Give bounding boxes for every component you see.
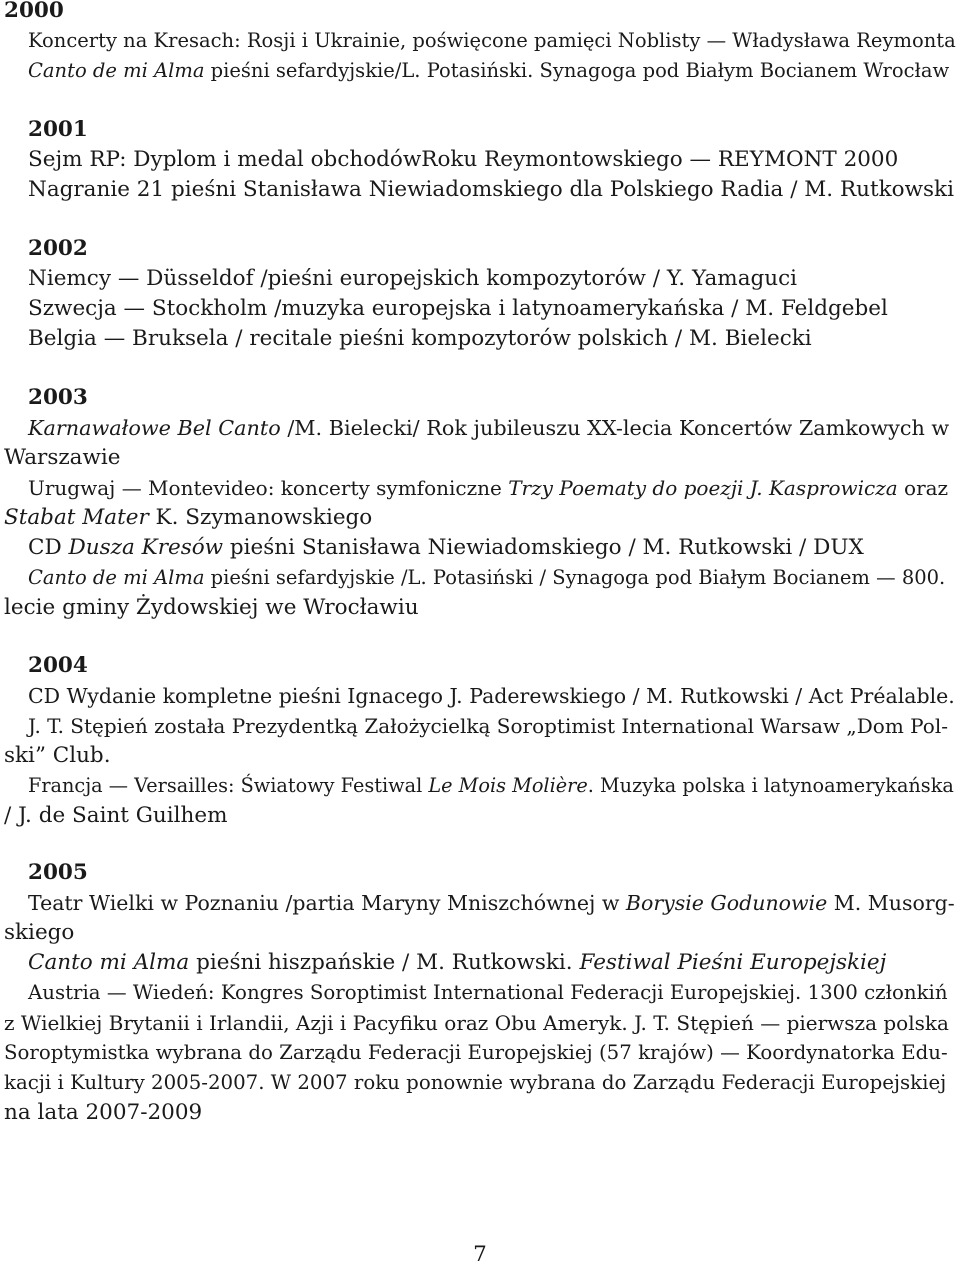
entry-line: Teatr Wielki w Poznaniu /partia Maryny Mniszchównej w Borysie Godunowie M. Musorg- [28, 891, 955, 915]
year-heading-2003: 2003 [28, 385, 88, 410]
entry-line: Szwecja — Stockholm /muzyka europejska i latynoamerykańska / M. Feldgebel [28, 296, 888, 321]
entry-line: Belgia — Bruksela / recitale pieśni kompozytorów polskich / M. Bielecki [28, 326, 812, 351]
entry-line: Canto de mi Alma pieśni sefardyjskie/L. Potasiński. Synagoga pod Białym Bocianem Wrocław [28, 59, 950, 82]
entry-line: Niemcy — Düsseldof /pieśni europejskich kompozytorów / Y. Yamaguci [28, 266, 798, 291]
entry-line: kacji i Kultury 2005-2007. W 2007 roku ponownie wybrana do Zarządu Federacji Europejskiej [4, 1071, 947, 1094]
entry-line: Koncerty na Kresach: Rosji i Ukrainie, poświęcone pamięci Noblisty — Władysława Reymonta [28, 29, 956, 52]
page-number: 7 [473, 1242, 487, 1267]
entry-line: Urugwaj — Montevideo: koncerty symfoniczne Trzy Poematy do poezji J. Kasprowicza oraz [28, 476, 949, 500]
entry-line: Nagranie 21 pieśni Stanisława Niewiadomskiego dla Polskiego Radia / M. Rutkowski [28, 177, 954, 202]
entry-line: Soroptymistka wybrana do Zarządu Federacji Europejskiej (57 krajów) — Koordynatorka Edu- [4, 1041, 948, 1064]
entry-line: CD Wydanie kompletne pieśni Ignacego J. Paderewskiego / M. Rutkowski / Act Préalable. [28, 684, 955, 708]
entry-line: ski” Club. [4, 743, 111, 768]
year-heading-2004: 2004 [28, 653, 88, 678]
year-heading-2000: 2000 [4, 0, 64, 23]
entry-line: z Wielkiej Brytanii i Irlandii, Azji i Pacyfiku oraz Obu Ameryk. J. T. Stępień — pierwsza polska [4, 1011, 949, 1035]
entry-line: Francja — Versailles: Światowy Festiwal Le Mois Molière. Muzyka polska i latynoamerykańska [28, 774, 954, 797]
entry-line: Warszawie [4, 445, 121, 470]
entry-line: Canto mi Alma pieśni hiszpańskie / M. Rutkowski. Festiwal Pieśni Europejskiej [28, 950, 887, 975]
entry-line: lecie gminy Żydowskiej we Wrocławiu [4, 595, 419, 620]
entry-line: Karnawałowe Bel Canto /M. Bielecki/ Rok jubileuszu XX-lecia Koncertów Zamkowych w [28, 416, 950, 440]
year-heading-2005: 2005 [28, 860, 88, 885]
entry-line: Stabat Mater K. Szymanowskiego [4, 505, 373, 530]
entry-line: CD Dusza Kresów pieśni Stanisława Niewiadomskiego / M. Rutkowski / DUX [28, 535, 864, 560]
entry-line: J. T. Stępień została Prezydentką Założycielką Soroptimist International Warsaw „Dom Pol- [28, 714, 948, 738]
entry-line: Sejm RP: Dyplom i medal obchodówRoku Reymontowskiego — REYMONT 2000 [28, 147, 899, 172]
entry-line: Canto de mi Alma pieśni sefardyjskie /L. Potasiński / Synagoga pod Białym Bocianem — 800. [28, 566, 946, 589]
entry-line: Austria — Wiedeń: Kongres Soroptimist International Federacji Europejskiej. 1300 członkiń [28, 981, 948, 1004]
year-heading-2001: 2001 [28, 117, 88, 142]
entry-line: skiego [4, 920, 75, 945]
year-heading-2002: 2002 [28, 236, 88, 261]
entry-line: / J. de Saint Guilhem [4, 803, 228, 828]
entry-line: na lata 2007-2009 [4, 1100, 203, 1125]
